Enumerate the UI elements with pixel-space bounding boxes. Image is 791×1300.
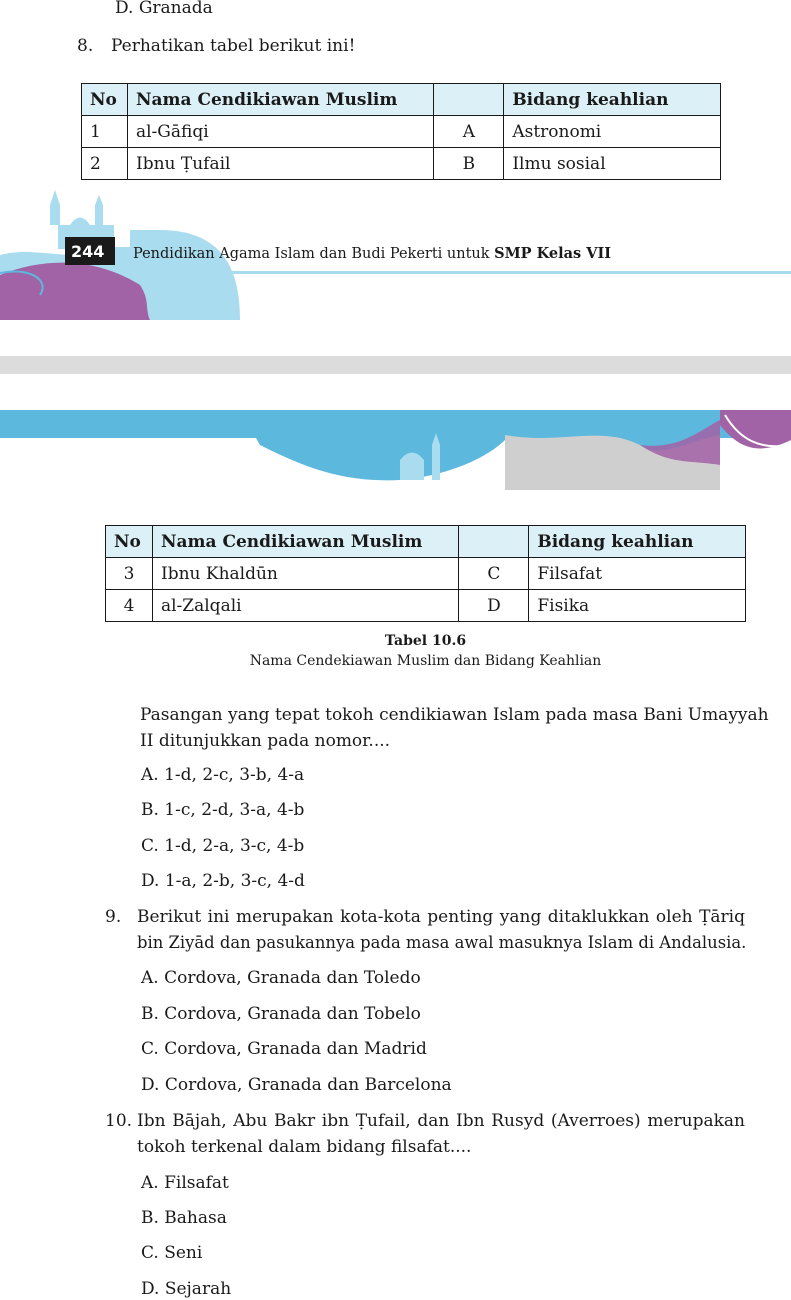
question-10-number: 10. bbox=[105, 1111, 133, 1131]
book-title-bold: SMP Kelas VII bbox=[494, 245, 612, 262]
q9-option-c[interactable]: C. Cordova, Granada dan Madrid bbox=[141, 1039, 427, 1059]
header-decoration bbox=[0, 405, 791, 490]
cell-name: al-Gāfiqi bbox=[127, 116, 433, 148]
cell-field: Ilmu sosial bbox=[504, 148, 721, 180]
question-9-line1: Berikut ini merupakan kota-kota penting yang ditaklukkan oleh Ṭāriq bbox=[137, 907, 745, 927]
question-8-number: 8. bbox=[77, 36, 94, 56]
header-name: Nama Cendikiawan Muslim bbox=[152, 526, 458, 558]
cell-field: Fisika bbox=[529, 590, 746, 622]
header-name: Nama Cendikiawan Muslim bbox=[127, 84, 433, 116]
table-caption-subtitle: Nama Cendekiawan Muslim dan Bidang Keahlian bbox=[249, 653, 602, 669]
question-8-prompt: Perhatikan tabel berikut ini! bbox=[111, 36, 356, 56]
cell-field: Astronomi bbox=[504, 116, 721, 148]
q8-option-d[interactable]: D. 1-a, 2-b, 3-c, 4-d bbox=[141, 871, 305, 891]
cell-no: 3 bbox=[106, 558, 153, 590]
question-8-text-line1: Pasangan yang tepat tokoh cendikiawan Islam pada masa Bani Umayyah bbox=[140, 705, 769, 725]
cell-no: 4 bbox=[106, 590, 153, 622]
q8-option-b[interactable]: B. 1-c, 2-d, 3-a, 4-b bbox=[141, 800, 305, 820]
q10-option-d[interactable]: D. Sejarah bbox=[141, 1279, 232, 1299]
scholar-table-top bbox=[81, 83, 721, 180]
header-no: No bbox=[106, 526, 153, 558]
table-row bbox=[82, 116, 721, 148]
q8-option-c[interactable]: C. 1-d, 2-a, 3-c, 4-b bbox=[141, 836, 305, 856]
cell-letter: A bbox=[434, 116, 504, 148]
table-header-row bbox=[106, 526, 746, 558]
page-separator bbox=[0, 356, 791, 374]
q8-option-a[interactable]: A. 1-d, 2-c, 3-b, 4-a bbox=[141, 765, 305, 785]
q10-option-a[interactable]: A. Filsafat bbox=[141, 1173, 229, 1193]
cell-letter: B bbox=[434, 148, 504, 180]
q9-option-d[interactable]: D. Cordova, Granada dan Barcelona bbox=[141, 1075, 452, 1095]
cell-name: al-Zalqali bbox=[152, 590, 458, 622]
table-row bbox=[106, 558, 746, 590]
q10-option-b[interactable]: B. Bahasa bbox=[141, 1208, 227, 1228]
cell-no: 2 bbox=[82, 148, 128, 180]
header-field: Bidang keahlian bbox=[529, 526, 746, 558]
header-letter bbox=[459, 526, 529, 558]
q10-option-c[interactable]: C. Seni bbox=[141, 1243, 203, 1263]
cell-no: 1 bbox=[82, 116, 128, 148]
header-letter bbox=[434, 84, 504, 116]
scholar-table-bottom bbox=[105, 525, 746, 622]
cell-field: Filsafat bbox=[529, 558, 746, 590]
q9-option-a[interactable]: A. Cordova, Granada dan Toledo bbox=[141, 968, 421, 988]
table-caption-title: Tabel 10.6 bbox=[384, 633, 467, 649]
page-number: 244 bbox=[71, 242, 105, 261]
q9-option-b[interactable]: B. Cordova, Granada dan Tobelo bbox=[141, 1004, 421, 1024]
cell-name: Ibnu Ṭufail bbox=[127, 148, 433, 180]
table-header-row bbox=[82, 84, 721, 116]
cell-letter: D bbox=[459, 590, 529, 622]
cell-name: Ibnu Khaldūn bbox=[152, 558, 458, 590]
table-row bbox=[82, 148, 721, 180]
question-9-line2: bin Ziyād dan pasukannya pada masa awal masuknya Islam di Andalusia. bbox=[137, 933, 747, 952]
book-title bbox=[133, 245, 611, 263]
question-8-text-line2: II ditunjukkan pada nomor.... bbox=[140, 731, 391, 751]
option-d-prev: D. Granada bbox=[115, 0, 213, 18]
question-9-number: 9. bbox=[105, 907, 122, 927]
cell-letter: C bbox=[459, 558, 529, 590]
header-field: Bidang keahlian bbox=[504, 84, 721, 116]
book-title-prefix: Pendidikan Agama Islam dan Budi Pekerti untuk bbox=[133, 246, 495, 262]
question-10-line2: tokoh terkenal dalam bidang filsafat.... bbox=[137, 1137, 472, 1157]
question-10-line1: Ibn Bājah, Abu Bakr ibn Ṭufail, dan Ibn Rusyd (Averroes) merupakan bbox=[137, 1111, 745, 1131]
table-row bbox=[106, 590, 746, 622]
header-no: No bbox=[82, 84, 128, 116]
